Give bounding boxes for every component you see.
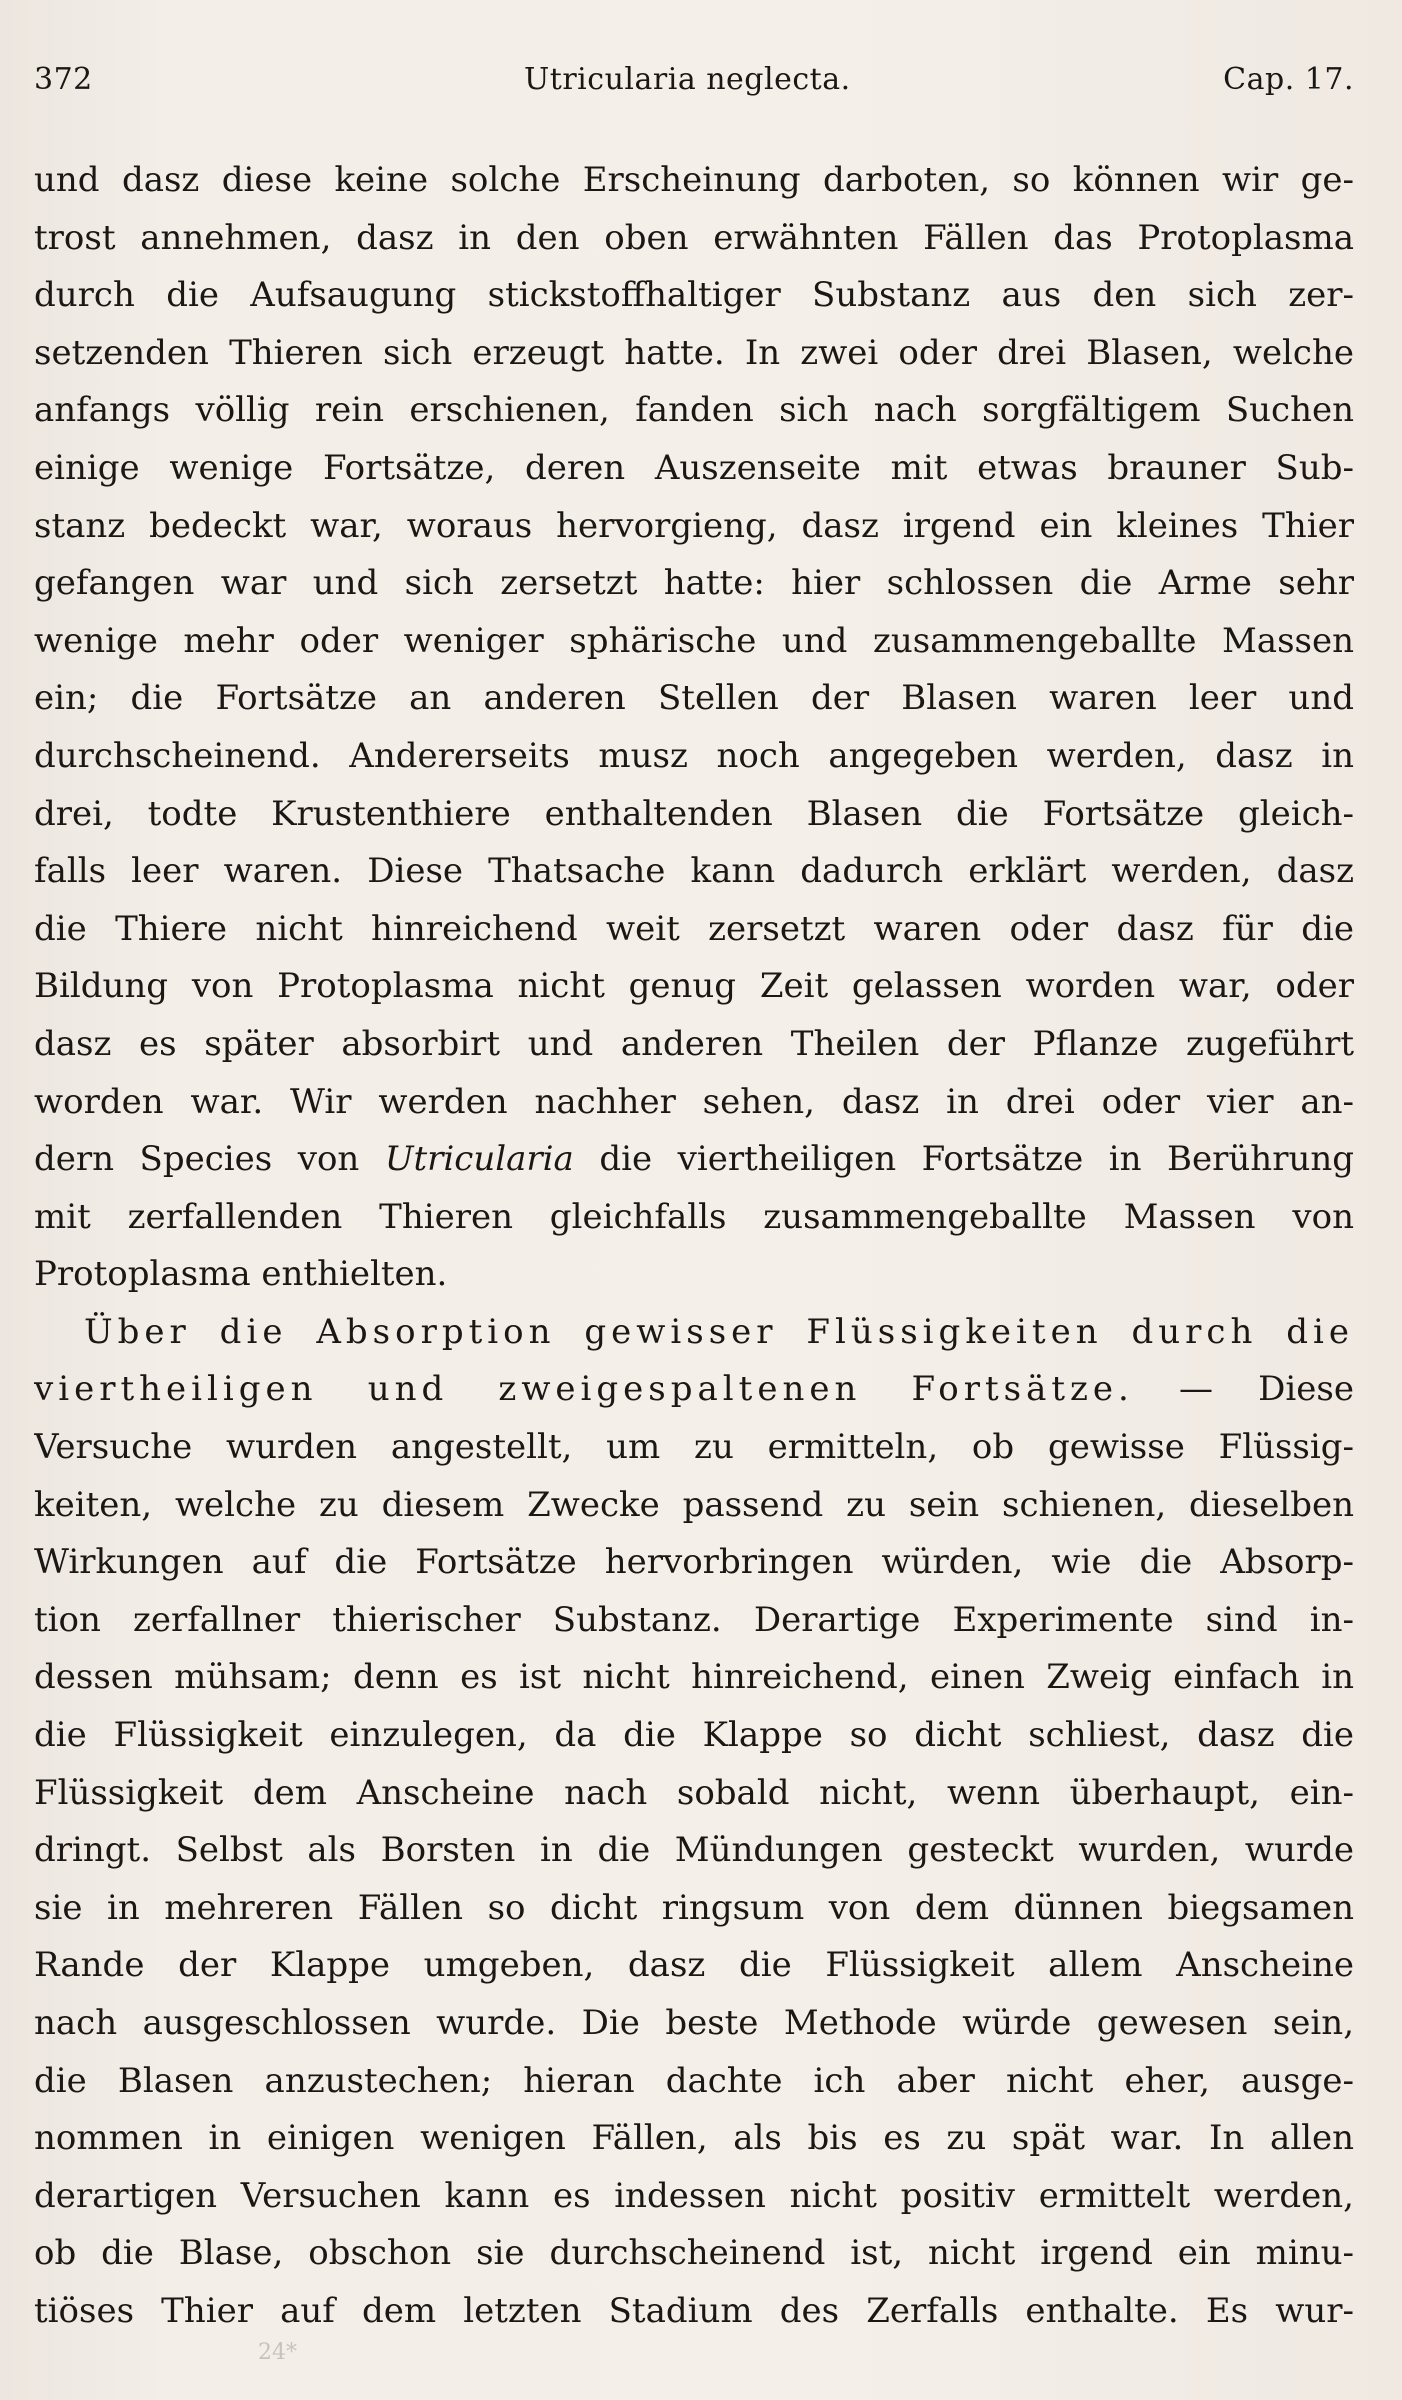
text-line: mit zerfallenden Thieren gleichfalls zusammengeballte Massen von: [34, 1196, 1354, 1237]
page-number: 372: [34, 62, 93, 97]
genus-name: Utricularia: [384, 1139, 574, 1180]
text-line: Flüssigkeit dem Anscheine nach sobald nicht, wenn überhaupt, ein-: [34, 1772, 1354, 1813]
text-segment: dern Species von: [34, 1139, 360, 1180]
text-line: anfangs völlig rein erschienen, fanden sich nach sorgfältigem Suchen: [34, 390, 1354, 431]
text-line: die Thiere nicht hinreichend weit zersetzt waren oder dasz für die: [34, 908, 1354, 949]
text-line: und dasz diese keine solche Erscheinung darboten, so können wir ge-: [34, 160, 1354, 200]
text-line: Wirkungen auf die Fortsätze hervorbringen würden, wie die Absorp-: [34, 1542, 1354, 1583]
text-line-species: [34, 1131, 1354, 1189]
text-line: drei, todte Krustenthiere enthaltenden Blasen die Fortsätze gleich-: [34, 793, 1354, 834]
section-heading-line: [34, 1361, 1354, 1419]
text-line: die Blasen anzustechen; hieran dachte ich aber nicht eher, ausge-: [34, 2060, 1354, 2101]
text-line: setzenden Thieren sich erzeugt hatte. In zwei oder drei Blasen, welche: [34, 332, 1354, 373]
text-line: Versuche wurden angestellt, um zu ermitteln, ob gewisse Flüssig-: [34, 1427, 1354, 1468]
text-line: Rande der Klappe umgeben, dasz die Flüssigkeit allem Anscheine: [34, 1945, 1354, 1986]
text-line: wenige mehr oder weniger sphärische und zusammengeballte Massen: [34, 620, 1354, 661]
text-line: trost annehmen, dasz in den oben erwähnten Fällen das Protoplasma: [34, 217, 1354, 258]
text-line: Bildung von Protoplasma nicht genug Zeit gelassen worden war, oder: [34, 966, 1354, 1007]
chapter-label: Cap. 17.: [1223, 62, 1354, 97]
text-line: tiöses Thier auf dem letzten Stadium des Zerfalls enthalte. Es wur-: [34, 2290, 1354, 2331]
text-line: dessen mühsam; denn es ist nicht hinreichend, einen Zweig einfach in: [34, 1657, 1354, 1698]
text-line: worden war. Wir werden nachher sehen, dasz in drei oder vier an-: [34, 1081, 1354, 1122]
text-line: einige wenige Fortsätze, deren Auszenseite mit etwas brauner Sub-: [34, 447, 1354, 488]
text-line: ob die Blase, obschon sie durchscheinend ist, nicht irgend ein minu-: [34, 2233, 1354, 2274]
text-line: tion zerfallner thierischer Substanz. Derartige Experimente sind in-: [34, 1599, 1354, 1640]
signature-mark: 24*: [258, 2340, 297, 2365]
text-line: nommen in einigen wenigen Fällen, als bis es zu spät war. In allen: [34, 2118, 1354, 2159]
text-line: dringt. Selbst als Borsten in die Mündungen gesteckt wurden, wurde: [34, 1830, 1354, 1871]
section-heading-line: Über die Absorption gewisser Flüssigkeiten durch die: [84, 1311, 1354, 1352]
body-text: [34, 152, 1354, 2341]
text-line: keiten, welche zu diesem Zwecke passend zu sein schienen, dieselben: [34, 1484, 1354, 1525]
running-header: [34, 62, 1354, 112]
text-line: nach ausgeschlossen wurde. Die beste Methode würde gewesen sein,: [34, 2003, 1354, 2043]
text-segment: — Diese: [1179, 1369, 1354, 1410]
text-line: die Flüssigkeit einzulegen, da die Klappe so dicht schliest, dasz die: [34, 1715, 1354, 1756]
text-line: falls leer waren. Diese Thatsache kann dadurch erklärt werden, dasz: [34, 851, 1354, 892]
text-line: dasz es später absorbirt und anderen Theilen der Pflanze zugeführt: [34, 1023, 1354, 1064]
text-line: ein; die Fortsätze an anderen Stellen der Blasen waren leer und: [34, 678, 1354, 719]
text-segment: die viertheiligen Fortsätze in Berührung: [599, 1139, 1354, 1180]
text-line: durch die Aufsaugung stickstoffhaltiger Substanz aus den sich zer-: [34, 275, 1354, 316]
text-line: derartigen Versuchen kann es indessen nicht positiv ermittelt werden,: [34, 2175, 1354, 2216]
text-line: durchscheinend. Andererseits musz noch angegeben werden, dasz in: [34, 735, 1354, 776]
text-line: sie in mehreren Fällen so dicht ringsum von dem dünnen biegsamen: [34, 1887, 1354, 1928]
section-heading: viertheiligen und zweigespaltenen Fortsätze.: [34, 1369, 1134, 1410]
text-line: gefangen war und sich zersetzt hatte: hier schlossen die Arme sehr: [34, 563, 1354, 604]
text-line: stanz bedeckt war, woraus hervorgieng, dasz irgend ein kleines Thier: [34, 505, 1354, 546]
text-line: Protoplasma enthielten.: [34, 1254, 448, 1295]
running-title: Utricularia neglecta.: [524, 62, 851, 97]
